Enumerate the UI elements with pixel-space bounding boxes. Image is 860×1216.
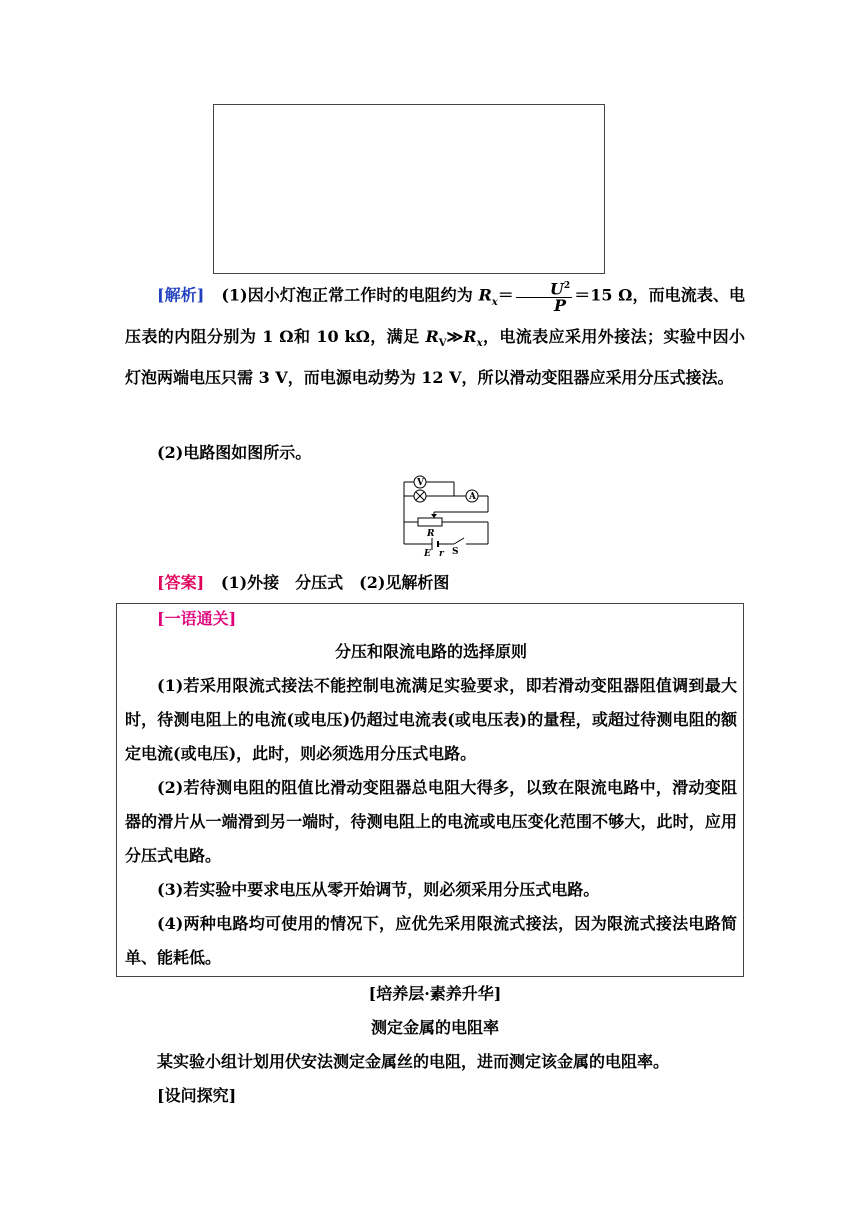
rheostat-label: R <box>427 529 435 539</box>
fraction-numerator-exp: 2 <box>563 281 571 291</box>
tip-title: 分压和限流电路的选择原则 <box>334 642 527 661</box>
circuit-diagram <box>396 472 496 558</box>
much-greater-sign: ≫ <box>446 326 464 346</box>
fraction-numerator: U <box>549 279 564 299</box>
fraction-denominator: P <box>553 296 567 316</box>
analysis-paragraph-1 <box>125 278 745 395</box>
section-title: 测定金属的电阻率 <box>370 1018 499 1037</box>
rx-symbol-2: R <box>463 326 477 346</box>
equals-sign: ＝ <box>497 285 514 305</box>
ammeter-label: A <box>469 492 476 502</box>
switch-label: S <box>452 547 459 557</box>
answer-line <box>125 566 745 600</box>
tip-item-3: (3)若实验中要求电压从零开始调节，则必须采用分压式电路。 <box>157 880 600 899</box>
emf-label: E <box>424 549 431 558</box>
analysis-tag: [解析] <box>157 285 205 305</box>
answer-text: (1)外接 分压式 (2)见解析图 <box>220 573 450 592</box>
rx-symbol: R <box>478 285 492 305</box>
analysis-text-b: ＝15 Ω，而电流表、电压 <box>125 285 745 346</box>
tip-item-2: (2)若待测电阻的阻值比滑动变阻器总电阻大得多，以致在限流电路中，滑动变阻器的滑片从一端滑到另一端时，待测电阻上的电流或电压变化范围不够大，此时，应用分压式电路。 <box>125 778 737 865</box>
analysis-text-a: (1)因小灯泡正常工作时的电阻约为 <box>221 285 479 305</box>
tip-tag-line <box>125 602 737 636</box>
rx-subscript-2: x <box>476 338 483 350</box>
tip-tag: [一语通关] <box>157 609 237 628</box>
analysis-paragraph-2: (2)电路图如图所示。 <box>157 443 312 462</box>
rx-subscript: x <box>491 296 498 308</box>
analysis-text-c: 表的内阻分别为 1 Ω和 10 kΩ，满足 <box>141 326 426 346</box>
section-subheading: [设问探究] <box>157 1086 237 1105</box>
rv-symbol: R <box>425 326 439 346</box>
answer-tag: [答案] <box>157 573 205 592</box>
internal-r-label: r <box>439 549 444 558</box>
voltmeter-label: V <box>417 478 424 488</box>
rv-subscript: V <box>438 338 447 350</box>
analysis-text-d: ，电流表应采用外接法；实验中因小灯泡两端电压只需 3 V，而电源电动势为 12 V，所以滑动变阻器应采用分压式接法。 <box>125 326 745 388</box>
section-intro: 某实验小组计划用伏安法测定金属丝的电阻，进而测定该金属的电阻率。 <box>157 1052 670 1071</box>
tip-item-1: (1)若采用限流式接法不能控制电流满足实验要求，即若滑动变阻器阻值调到最大时，待测电阻上的电流(或电压)仍超过电流表(或电压表)的量程，或超过待测电阻的额定电流(或电压)，此时，则必须选用分压式电路。 <box>125 676 737 763</box>
section-level: [培养层·素养升华] <box>368 984 502 1003</box>
tip-item-4: (4)两种电路均可使用的情况下，应优先采用限流式接法，因为限流式接法电路简单、能耗低。 <box>125 914 737 967</box>
u2-over-p-fraction <box>516 278 572 314</box>
blank-drawing-box <box>213 104 605 274</box>
